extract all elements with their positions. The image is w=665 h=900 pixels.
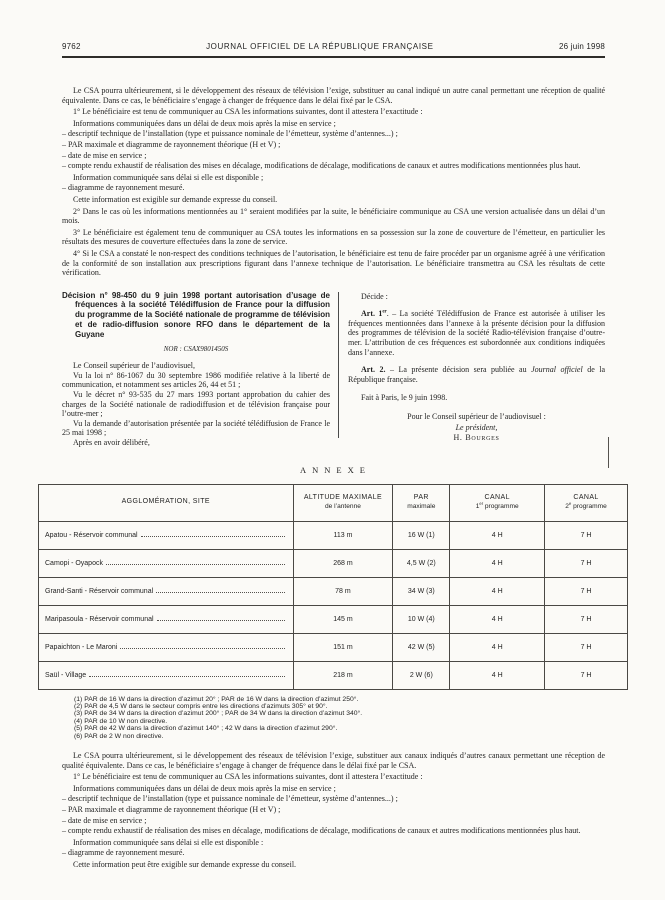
article-1-sup: er	[382, 309, 387, 315]
page-number: 9762	[62, 42, 81, 51]
cell-altitude: 268 m	[293, 549, 393, 577]
table-row	[39, 605, 628, 633]
footnotes-block	[74, 696, 605, 740]
paragraph: Information communiquée sans délai si elle est disponible :	[73, 837, 264, 847]
recital: Vu la demande d’autorisation présentée par la société télédiffusion de France le 25 mai 1998 ;	[62, 418, 330, 438]
cell-canal1: 4 H	[450, 521, 545, 549]
cell-altitude: 218 m	[293, 661, 393, 689]
article-1-text: . – La société Télédiffusion de France est autorisée à utiliser les fréquences mentionnées dans l’annexe à la présente décision pour la diffusion des programmes de télévision de la société Radio-télévision française d’outre-mer. L’attribution de ces fréquences est subordonnée aux conditions indiquées dans l’annexe.	[348, 309, 605, 357]
article-2-text-pre: – La présente décision sera publiée au	[385, 365, 532, 375]
article-2-text-post: de la République française.	[348, 365, 605, 384]
paragraph: 1° Le bénéficiaire est tenu de communiquer au CSA les informations suivantes, dont il attestera l’exactitude :	[73, 772, 423, 782]
table-row	[39, 549, 628, 577]
cell-par: 2 W (6)	[393, 661, 450, 689]
table-row	[39, 661, 628, 689]
dotted-leader	[120, 647, 284, 649]
cell-canal2: 7 H	[545, 661, 628, 689]
footnote: (5) PAR de 42 W dans la direction d’azimut 140° ; 42 W dans la direction d’azimut 290°.	[74, 725, 338, 733]
cell-par: 34 W (3)	[393, 577, 450, 605]
paragraph: Informations communiquées dans un délai de deux mois après la mise en service ;	[73, 118, 336, 128]
signature-for: Pour le Conseil supérieur de l’audiovisuel :	[407, 412, 546, 422]
paragraph: – PAR maximale et diagramme de rayonnement théorique (H et V) ;	[62, 805, 281, 815]
signature-block	[348, 412, 605, 444]
paragraph: – compte rendu exhaustif de réalisation des mises en décalage, modifications de décalage, modifications de canaux et autres modifications mentionnées plus haut.	[62, 826, 581, 836]
cell-site: Maripasoula - Réservoir communal	[39, 605, 294, 633]
column-divider	[338, 292, 339, 438]
dotted-leader	[141, 535, 285, 537]
done-at-line: Fait à Paris, le 9 juin 1998.	[361, 393, 448, 403]
decision-right-column	[348, 291, 605, 448]
recitals-block	[62, 361, 330, 447]
signature-role: Le président,	[455, 422, 498, 432]
cell-site: Camopi - Oyapock	[39, 549, 294, 577]
cell-altitude: 151 m	[293, 633, 393, 661]
table-row	[39, 521, 628, 549]
col-header-site: AGGLOMÉRATION, SITE	[39, 484, 294, 521]
decision-section	[62, 291, 605, 448]
cell-par: 10 W (4)	[393, 605, 450, 633]
paragraph: Cette information peut être exigible sur demande expresse du conseil.	[73, 859, 297, 869]
cell-canal2: 7 H	[545, 549, 628, 577]
cell-canal1: 4 H	[450, 577, 545, 605]
col-header-altitude: ALTITUDE MAXIMALE de l’antenne	[293, 484, 393, 521]
article-1-label: Art. 1	[361, 309, 383, 319]
dotted-leader	[156, 591, 284, 593]
paragraph: – date de mise en service ;	[62, 815, 147, 825]
footnote: (3) PAR de 34 W dans la direction d’azimut 200° ; PAR de 34 W dans la direction d’azimut 340°.	[74, 710, 363, 718]
nor-line: NOR : CSAX9801450S	[163, 344, 229, 353]
page-header	[62, 42, 605, 58]
cell-site: Papaichton - Le Maroni	[39, 633, 294, 661]
paragraph: Le CSA pourra ultérieurement, si le développement des réseaux de télévision l’exige, substituer aux canaux indiqués d’autres canaux permettant une réception de qualité équivalente. Dans ce cas, le bénéficiaire s’engage à changer de fréquence dans le délai fixé par le CSA.	[62, 751, 605, 770]
table-row	[39, 577, 628, 605]
paragraph: 3° Le bénéficiaire est également tenu de communiquer au CSA toutes les informations en sa possession sur la zone de couverture de l’émetteur, en particulier les résultats des mesures de couverture effectuées dans la zone de service.	[62, 227, 605, 247]
cell-canal2: 7 H	[545, 521, 628, 549]
article-2-label: Art. 2.	[361, 365, 386, 375]
footnote: (2) PAR de 4,5 W dans le secteur compris entre les directions d’azimuts 305° et 90°.	[74, 703, 328, 711]
dotted-leader	[157, 619, 285, 621]
cell-site: Grand-Santi - Réservoir communal	[39, 577, 294, 605]
recital: Après en avoir délibéré,	[73, 438, 150, 448]
cell-canal2: 7 H	[545, 605, 628, 633]
footnote: (1) PAR de 16 W dans la direction d’azimut 20° ; PAR de 16 W dans la direction d’azimut 250°.	[74, 695, 359, 703]
paragraph: 1° Le bénéficiaire est tenu de communiquer au CSA les informations suivantes, dont il attestera l’exactitude :	[73, 107, 423, 117]
recital: Vu le décret n° 93-535 du 27 mars 1993 portant approbation du cahier des charges de la Société nationale de radiodiffusion et de télévision française pour l’outre-mer ;	[62, 390, 330, 419]
margin-mark	[608, 437, 609, 468]
table-row	[39, 633, 628, 661]
decision-title: Décision n° 98-450 du 9 juin 1998 portant autorisation d’usage de fréquences à la société Télédiffusion de France pour la diffusion du programme de la Société nationale de programme de télévision et de radio-diffusion sonore RFO dans le département de la Guyane	[62, 290, 330, 339]
cell-altitude: 78 m	[293, 577, 393, 605]
article-2-italic: Journal officiel	[531, 365, 583, 375]
col-header-canal2: CANAL 2e programme	[545, 484, 628, 521]
cell-par: 42 W (5)	[393, 633, 450, 661]
decide-label: Décide :	[361, 291, 388, 301]
decision-left-column	[62, 291, 330, 448]
footnote: (4) PAR de 10 W non directive.	[74, 717, 168, 725]
cell-canal1: 4 H	[450, 661, 545, 689]
paragraph: Informations communiquées dans un délai de deux mois après la mise en service ;	[73, 783, 336, 793]
cell-altitude: 145 m	[293, 605, 393, 633]
article-2	[348, 365, 605, 384]
footnote: (6) PAR de 2 W non directive.	[74, 732, 164, 740]
paragraph: 4° Si le CSA a constaté le non-respect des conditions techniques de l’autorisation, le bénéficiaire est tenu de faire procéder par un organisme agréé à une vérification de la conformité de son installation aux prescriptions figurant dans l’annexe technique de l’autorisation. Le bénéficiaire transmettra au CSA les résultats de cette vérification.	[62, 248, 605, 278]
paragraph: – descriptif technique de l’installation (type et puissance nominale de l’émetteur, système d’antennes...) ;	[62, 129, 398, 139]
cell-site: Apatou - Réservoir communal	[39, 521, 294, 549]
paragraph: – date de mise en service ;	[62, 150, 147, 160]
paragraph: – diagramme de rayonnement mesuré.	[62, 183, 185, 193]
cell-canal1: 4 H	[450, 633, 545, 661]
signature-name: H. Bourges	[453, 433, 500, 443]
paragraph: – descriptif technique de l’installation (type et puissance nominale de l’émetteur, système d’antennes...) ;	[62, 794, 398, 804]
intro-block	[62, 86, 605, 278]
col-header-canal1: CANAL 1er programme	[450, 484, 545, 521]
cell-canal1: 4 H	[450, 605, 545, 633]
cell-par: 4,5 W (2)	[393, 549, 450, 577]
cell-canal1: 4 H	[450, 549, 545, 577]
recital: Vu la loi n° 86-1067 du 30 septembre 1986 modifiée relative à la liberté de communication, et notamment ses articles 26, 44 et 51 ;	[62, 370, 330, 390]
cell-canal2: 7 H	[545, 633, 628, 661]
recital: Le Conseil supérieur de l’audiovisuel,	[73, 361, 195, 371]
cell-altitude: 113 m	[293, 521, 393, 549]
cell-canal2: 7 H	[545, 577, 628, 605]
paragraph: – PAR maximale et diagramme de rayonnement théorique (H et V) ;	[62, 139, 281, 149]
paragraph: Information communiquée sans délai si elle est disponible ;	[73, 172, 264, 182]
cell-site: Saül - Village	[39, 661, 294, 689]
annexe-table-head	[39, 484, 628, 521]
dotted-leader	[89, 675, 284, 677]
annexe-table	[38, 484, 628, 690]
annexe-table-body	[39, 521, 628, 689]
cell-par: 16 W (1)	[393, 521, 450, 549]
journal-title: JOURNAL OFFICIEL DE LA RÉPUBLIQUE FRANÇAISE	[206, 42, 434, 51]
paragraph: – compte rendu exhaustif de réalisation des mises en décalage, modifications de décalage, modifications de canaux et autres modifications mentionnées plus haut.	[62, 161, 581, 171]
issue-date: 26 juin 1998	[559, 42, 605, 51]
dotted-leader	[106, 563, 285, 565]
paragraph: – diagramme de rayonnement mesuré.	[62, 848, 185, 858]
outro-block	[62, 751, 605, 870]
paragraph: 2° Dans le cas où les informations mentionnées au 1° seraient modifiées par la suite, le bénéficiaire communique au CSA une version actualisée dans un délai d’un mois.	[62, 206, 605, 226]
paragraph: Le CSA pourra ultérieurement, si le développement des réseaux de télévision l’exige, substituer au canal indiqué un autre canal permettant une réception de qualité équivalente. Dans ce cas, le bénéficiaire s’engage à changer de fréquence dans le délai fixé par le CSA.	[62, 86, 605, 105]
article-1	[348, 309, 605, 357]
col-header-par: PAR maximale	[393, 484, 450, 521]
paragraph: Cette information est exigible sur demande expresse du conseil.	[73, 194, 278, 204]
annexe-heading: ANNEXE	[300, 464, 371, 475]
